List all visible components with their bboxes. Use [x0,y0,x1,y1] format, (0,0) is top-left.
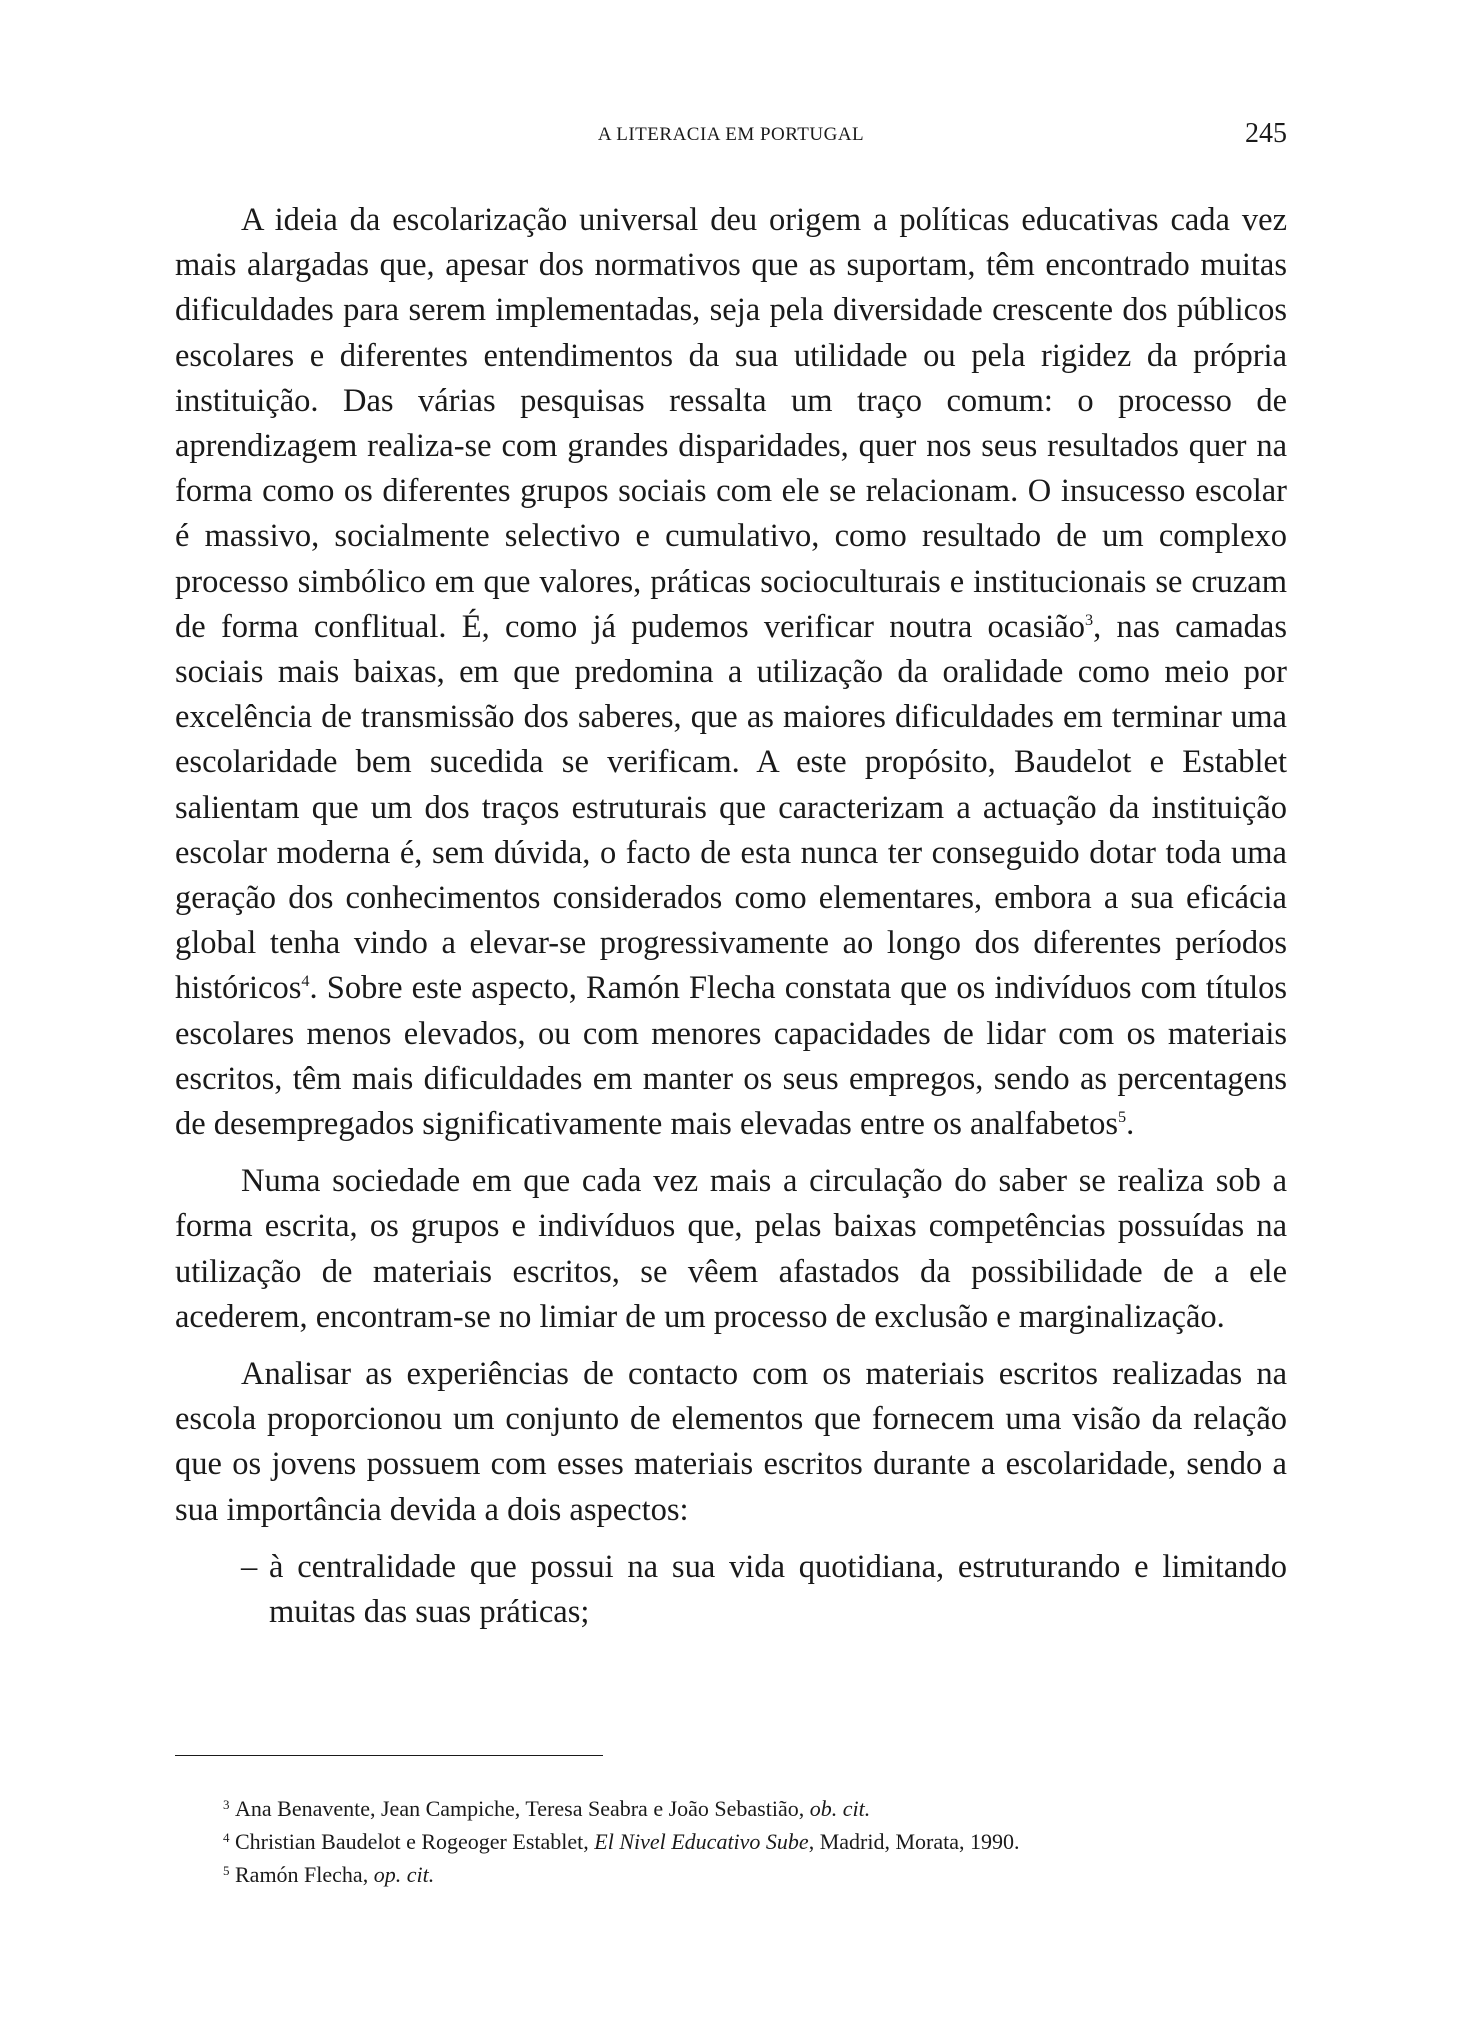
page-number: 245 [1245,118,1287,149]
footnote-text-italic: op. cit. [373,1862,435,1887]
paragraph-1-part-c: . Sobre este aspecto, Ramón Flecha constata que os indivíduos com títulos escolares menos elevados, ou com menores capacidades de lidar com os materiais escritos, têm mais dificuldades em manter os seus empregos, sendo as percentagens de desempregados significativamente mais elevadas entre os analfabetos [175,970,1287,1143]
footnote-text [223,1792,1287,1825]
footnote-ref-4: 4 [301,972,310,991]
running-head [175,118,1287,158]
footnote-4 [175,1825,1287,1858]
footnote-ref-3: 3 [1084,611,1094,629]
list-item [175,1545,1287,1635]
footnote-text-plain: Ramón Flecha, [235,1862,374,1887]
aspects-list [175,1545,1287,1635]
paragraph-1-part-b: , nas camadas sociais mais baixas, em que predomina a utilização da oralidade como meio por excelência de transmissão dos saberes, que as maiores dificuldades em terminar uma escolaridade bem sucedida se verificam. A este propósito, Baudelot e Establet salientam que um dos traços estruturais que caracterizam a actuação da instituição escolar moderna é, sem dúvida, o facto de esta nunca ter conseguido dotar toda uma geração dos conhecimentos considerados como elementares, embora a sua eficácia global tenha vindo a elevar-se progressivamente ao longo dos diferentes períodos históricos [175,608,1287,1007]
footnote-mark: 4 [223,1830,230,1845]
body-text [175,198,1287,1635]
footnote-text [223,1858,1287,1891]
footnote-text [223,1825,1287,1858]
footnote-3 [175,1792,1287,1825]
paragraph-1-part-d: . [1126,1106,1135,1143]
footnote-text-plain: Christian Baudelot e Rogeoger Establet, [235,1829,595,1854]
running-title: A LITERACIA EM PORTUGAL [597,124,865,145]
footnote-mark: 3 [223,1797,230,1812]
paragraph-1-part-a: A ideia da escolarização universal deu origem a políticas educativas cada vez mais alargadas que, apesar dos normativos que as suportam, têm encontrado muitas dificuldades para serem implementadas, seja pela diversidade crescente dos públicos escolares e diferentes entendimentos da sua utilidade ou pela rigidez da própria instituição. Das várias pesquisas ressalta um traço comum: o processo de aprendizagem realiza-se com grandes disparidades, quer nos seus resultados quer na forma como os diferentes grupos sociais com ele se relacionam. O insucesso escolar é massivo, socialmente selectivo e cumulativo, como resultado de um complexo processo simbólico em que valores, práticas socioculturais e institucionais se cruzam de forma conflitual. É, como já pudemos verificar noutra ocasião [175,202,1287,645]
footnote-text-plain: Ana Benavente, Jean Campiche, Teresa Seabra e João Sebastião, [235,1796,810,1821]
list-dash: – [241,1548,258,1585]
paragraph-3: Analisar as experiências de contacto com os materiais escritos realizadas na escola proporcionou um conjunto de elementos que fornecem uma visão da relação que os jovens possuem com esses materiais escritos durante a escolaridade, sendo a sua importância devida a dois aspectos: [175,1356,1287,1528]
footnote-text-italic: ob. cit. [809,1796,871,1821]
footnotes [175,1792,1287,1891]
list-item-text: à centralidade que possui na sua vida quotidiana, estruturando e limitando muitas das suas práticas; [269,1548,1287,1631]
footnote-ref-5: 5 [1118,1108,1127,1127]
footnote-text-after: , Madrid, Morata, 1990. [808,1829,1020,1854]
paragraph-1 [175,198,1287,1147]
footnote-mark: 5 [223,1863,230,1878]
footnote-text-italic: El Nivel Educativo Sube [594,1829,809,1854]
footnote-divider [175,1755,603,1756]
paragraph-2: Numa sociedade em que cada vez mais a circulação do saber se realiza sob a forma escrita, os grupos e indivíduos que, pelas baixas competências possuídas na utilização de materiais escritos, se vêem afastados da possibilidade de a ele acederem, encontram-se no limiar de um processo de exclusão e marginalização. [175,1163,1287,1335]
footnote-5 [175,1858,1287,1891]
